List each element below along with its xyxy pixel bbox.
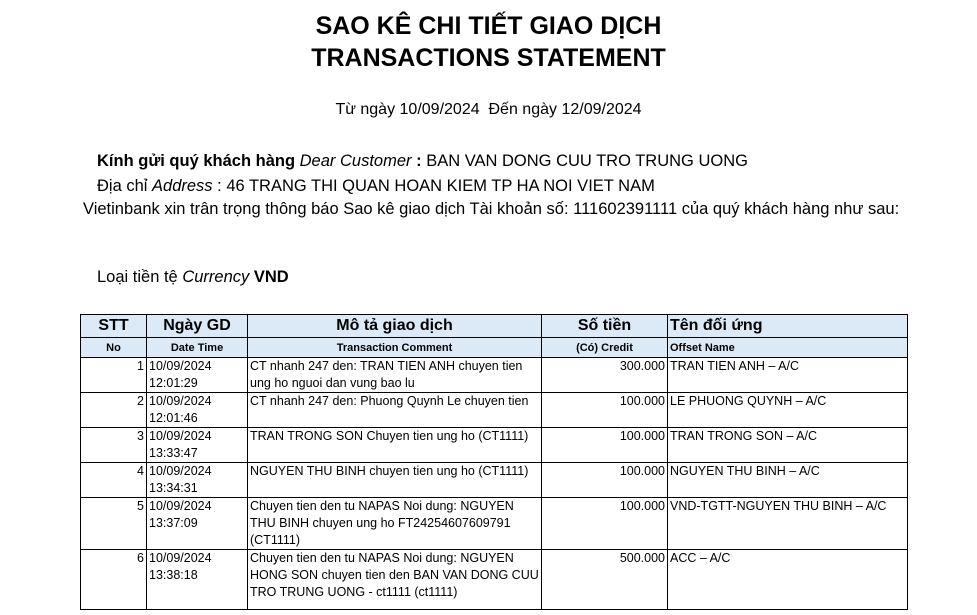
table-header-vi xyxy=(81,315,908,338)
row-date: 10/09/2024 xyxy=(149,499,212,513)
account-notice: Vietinbank xin trân trọng thông báo Sao kê giao dịch Tài khoản số: 111602391111 của quý khách hàng như sau: xyxy=(83,200,900,218)
row-date: 10/09/2024 xyxy=(149,464,212,478)
period-from: 10/09/2024 xyxy=(399,101,480,118)
row-amount: 100.000 xyxy=(542,498,668,550)
row-time: 12:01:29 xyxy=(149,376,198,390)
row-datetime xyxy=(147,428,248,463)
row-offset: ACC – A/C xyxy=(668,550,908,610)
row-date: 10/09/2024 xyxy=(149,394,212,408)
address-label-vi: Địa chỉ xyxy=(97,177,148,195)
col-header-comment: Transaction Comment xyxy=(248,338,542,358)
customer-label-vi: Kính gửi quý khách hàng xyxy=(97,152,296,170)
title-vietnamese: SAO KÊ CHI TIẾT GIAO DỊCH xyxy=(315,12,662,40)
row-date: 10/09/2024 xyxy=(149,359,212,373)
address-label-en: Address xyxy=(152,177,213,195)
col-header-offset-name: Offset Name xyxy=(668,338,908,358)
row-datetime xyxy=(147,550,248,610)
table-header-en xyxy=(81,338,908,358)
col-header-datetime: Date Time xyxy=(147,338,248,358)
row-offset: NGUYEN THU BINH – A/C xyxy=(668,463,908,498)
table-row xyxy=(81,550,908,610)
row-offset: VND-TGTT-NGUYEN THU BINH – A/C xyxy=(668,498,908,550)
statement-period xyxy=(0,101,977,119)
row-amount: 300.000 xyxy=(542,358,668,393)
address-line: Địa chỉ Address : 46 TRANG THI QUAN HOAN KIEM TP HA NOI VIET NAM xyxy=(97,177,655,195)
col-header-stt: STT xyxy=(81,315,147,338)
customer-label-en: Dear Customer xyxy=(299,152,412,170)
currency-value: VND xyxy=(253,268,289,286)
row-comment: NGUYEN THU BINH chuyen tien ung ho (CT1111) xyxy=(248,463,542,498)
period-to: 12/09/2024 xyxy=(561,101,642,118)
row-no: 6 xyxy=(81,550,147,610)
row-no: 5 xyxy=(81,498,147,550)
col-header-date: Ngày GD xyxy=(147,315,248,338)
row-offset: TRAN TRONG SON – A/C xyxy=(668,428,908,463)
row-no: 2 xyxy=(81,393,147,428)
title-english: TRANSACTIONS STATEMENT xyxy=(311,44,666,72)
row-amount: 500.000 xyxy=(542,550,668,610)
period-to-label: Đến ngày xyxy=(488,101,557,118)
row-comment: Chuyen tien den tu NAPAS Noi dung: NGUYEN THU BINH chuyen ung ho FT24254607609791 (CT1111) xyxy=(248,498,542,550)
row-comment: TRAN TRONG SON Chuyen tien ung ho (CT1111) xyxy=(248,428,542,463)
currency-label-en: Currency xyxy=(182,268,250,286)
row-no: 4 xyxy=(81,463,147,498)
row-amount: 100.000 xyxy=(542,393,668,428)
col-header-offset: Tên đối ứng xyxy=(668,315,908,338)
row-datetime xyxy=(147,358,248,393)
row-time: 13:37:09 xyxy=(149,516,198,530)
row-datetime xyxy=(147,393,248,428)
address-value: 46 TRANG THI QUAN HOAN KIEM TP HA NOI VIET NAM xyxy=(226,177,655,195)
transactions-table xyxy=(80,314,908,610)
row-amount: 100.000 xyxy=(542,428,668,463)
col-header-no: No xyxy=(81,338,147,358)
table-row xyxy=(81,428,908,463)
row-time: 13:38:18 xyxy=(149,568,198,582)
row-offset: LE PHUONG QUYNH – A/C xyxy=(668,393,908,428)
row-amount: 100.000 xyxy=(542,463,668,498)
currency-label-vi: Loại tiền tệ xyxy=(97,268,178,286)
row-time: 12:01:46 xyxy=(149,411,198,425)
currency-line xyxy=(97,268,289,287)
row-date: 10/09/2024 xyxy=(149,429,212,443)
row-comment: Chuyen tien den tu NAPAS Noi dung: NGUYEN HONG SON chuyen tien den BAN VAN DONG CUU TRO TRUNG UONG - ct1111 (ct1111) xyxy=(248,550,542,610)
row-comment: CT nhanh 247 den: Phuong Quynh Le chuyen tien xyxy=(248,393,542,428)
row-no: 1 xyxy=(81,358,147,393)
customer-name: BAN VAN DONG CUU TRO TRUNG UONG xyxy=(426,152,748,170)
row-date: 10/09/2024 xyxy=(149,551,212,565)
row-time: 13:33:47 xyxy=(149,446,198,460)
row-time: 13:34:31 xyxy=(149,481,198,495)
col-header-credit: (Có) Credit xyxy=(542,338,668,358)
table-row xyxy=(81,358,908,393)
customer-line: Kính gửi quý khách hàng Dear Customer : BAN VAN DONG CUU TRO TRUNG UONG xyxy=(97,152,748,170)
row-no: 3 xyxy=(81,428,147,463)
table-row xyxy=(81,498,908,550)
table-row xyxy=(81,393,908,428)
table-row xyxy=(81,463,908,498)
row-offset: TRAN TIEN ANH – A/C xyxy=(668,358,908,393)
col-header-amount: Số tiền xyxy=(542,315,668,338)
row-comment: CT nhanh 247 den: TRAN TIEN ANH chuyen tien ung ho nguoi dan vung bao lu xyxy=(248,358,542,393)
period-from-label: Từ ngày xyxy=(335,101,396,118)
col-header-description: Mô tả giao dịch xyxy=(248,315,542,338)
row-datetime xyxy=(147,463,248,498)
row-datetime xyxy=(147,498,248,550)
